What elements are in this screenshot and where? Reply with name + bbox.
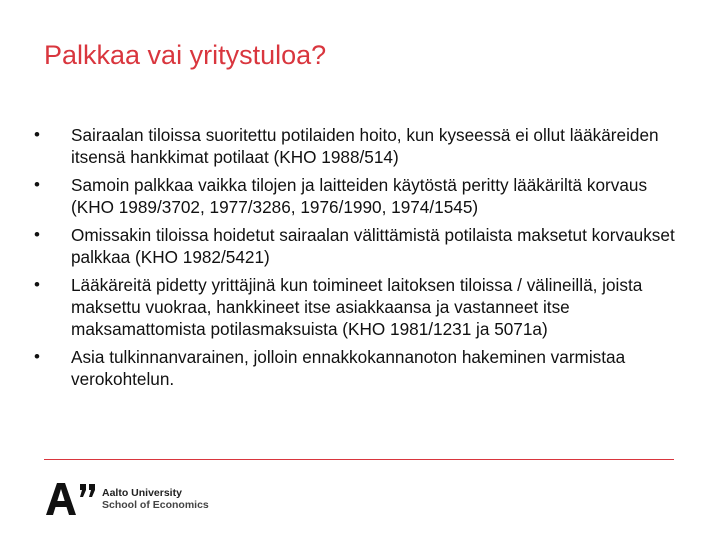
footer-divider bbox=[44, 459, 674, 460]
bullet-icon: • bbox=[34, 175, 40, 194]
logo-text-university: Aalto University bbox=[102, 487, 182, 499]
logo-text-school: School of Economics bbox=[102, 499, 209, 511]
bullet-text: Samoin palkkaa vaikka tilojen ja laitteiden käytöstä peritty lääkäriltä korvaus (KHO 1989/3702, 1977/3286, 1976/1990, 1974/1545) bbox=[71, 175, 648, 217]
bullet-icon: • bbox=[34, 347, 40, 366]
bullet-item bbox=[34, 346, 694, 390]
bullet-text: Omissakin tiloissa hoidetut sairaalan välittämistä potilaista maksetut korvaukset palkkaa (KHO 1982/5421) bbox=[71, 225, 675, 267]
bullet-item bbox=[34, 224, 694, 268]
bullet-icon: • bbox=[34, 275, 40, 294]
aalto-logo bbox=[44, 482, 209, 516]
bullet-icon: • bbox=[34, 125, 40, 144]
aalto-logo-icon bbox=[44, 482, 100, 516]
bullet-text: Lääkäreitä pidetty yrittäjinä kun toimineet laitoksen tiloissa / välineillä, joista maksettu vuokraa, hankkineet itse asiakkaansa ja vastanneet itse maksamattomista potilasmaksuista (KHO 1981/1231 ja 5071a) bbox=[71, 275, 643, 339]
bullet-icon: • bbox=[34, 225, 40, 244]
bullet-list bbox=[34, 124, 694, 396]
bullet-item bbox=[34, 274, 694, 340]
bullet-item bbox=[34, 124, 694, 168]
slide-title: Palkkaa vai yritystuloa? bbox=[44, 40, 327, 70]
bullet-text: Asia tulkinnanvarainen, jolloin ennakkokannanoton hakeminen varmistaa verokohtelun. bbox=[71, 347, 626, 389]
bullet-text: Sairaalan tiloissa suoritettu potilaiden hoito, kun kyseessä ei ollut lääkäreiden itsensä hankkimat potilaat (KHO 1988/514) bbox=[71, 125, 659, 167]
bullet-item bbox=[34, 174, 694, 218]
